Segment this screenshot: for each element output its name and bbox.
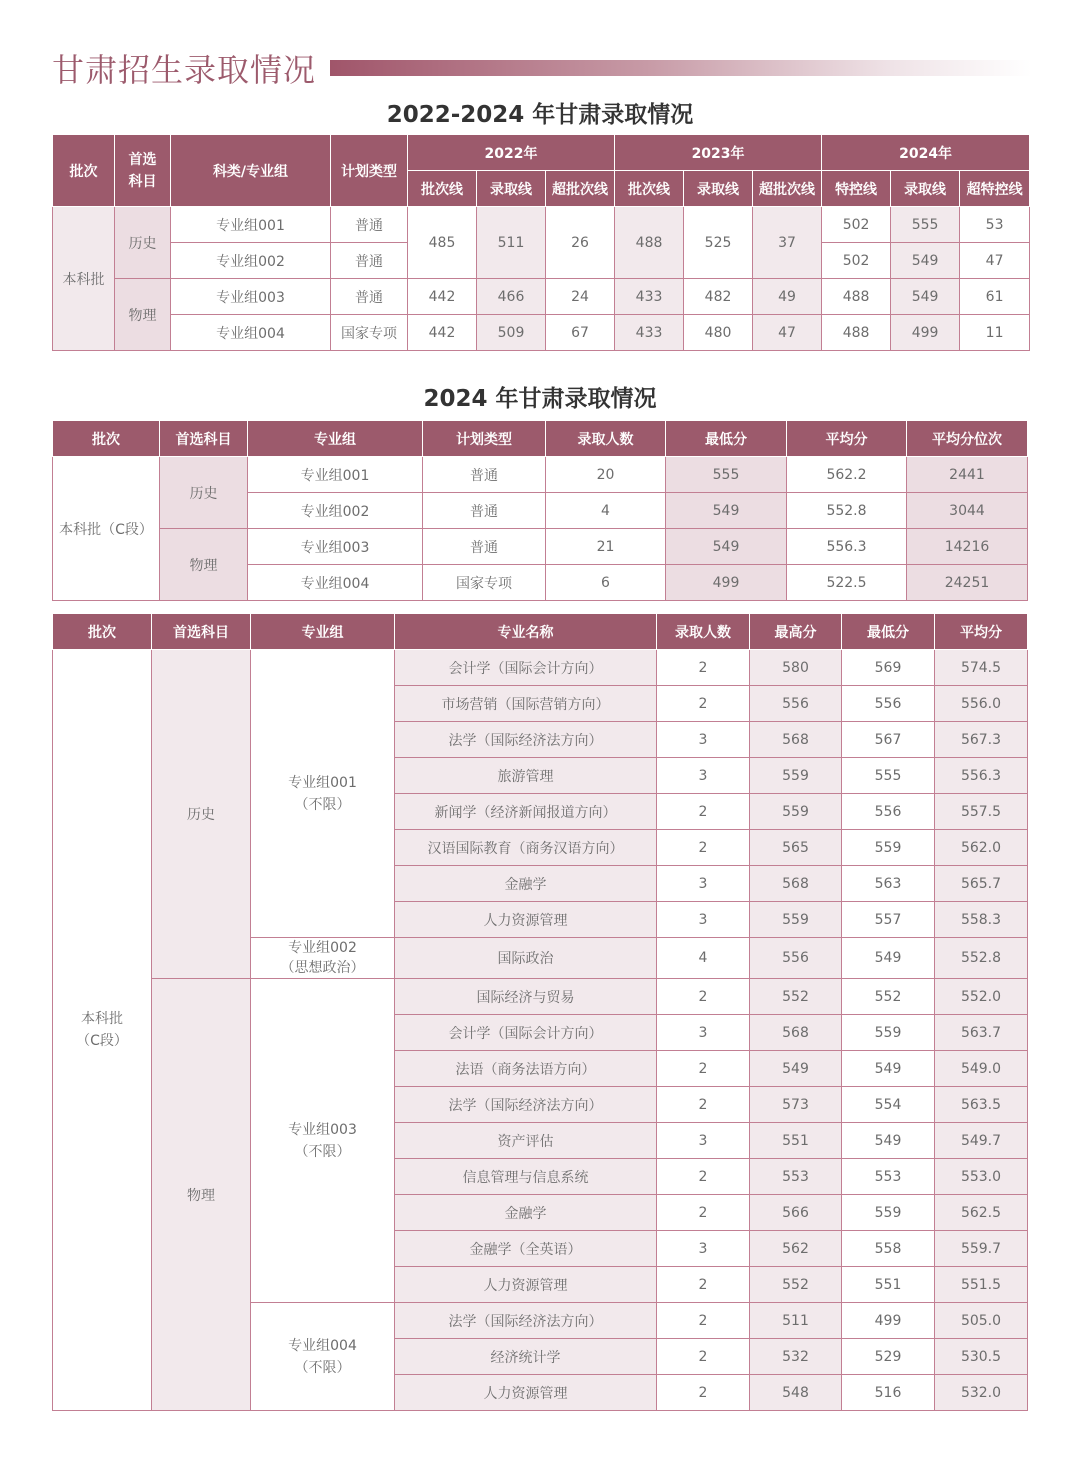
count-cell: 2 [657, 794, 750, 830]
table-row [53, 457, 1028, 493]
table1-title: 2022-2024 年甘肃录取情况 [386, 102, 694, 128]
avg-score-cell: 549.0 [935, 1051, 1028, 1087]
value-cell: 549 [891, 279, 960, 315]
major-name-cell: 法语（商务法语方向） [395, 1051, 657, 1087]
max-score-cell: 566 [750, 1195, 842, 1231]
group-cell: 专业组003 （不限） [251, 979, 395, 1303]
avg-score-cell: 532.0 [935, 1375, 1028, 1411]
plan-cell: 国家专项 [331, 315, 408, 351]
header-min: 最低分 [666, 421, 787, 457]
avg-score-cell: 563.5 [935, 1087, 1028, 1123]
header-plan: 计划类型 [331, 135, 408, 207]
header-group: 科类/专业组 [171, 135, 331, 207]
min-score-cell: 569 [842, 650, 935, 686]
min-score-cell: 563 [842, 866, 935, 902]
table-row [53, 650, 1028, 686]
group-cell: 专业组002 （思想政治） [251, 938, 395, 979]
value-cell: 442 [408, 315, 477, 351]
max-score-cell: 580 [750, 650, 842, 686]
max-score-cell: 552 [750, 1267, 842, 1303]
avg-score-cell: 552.8 [935, 938, 1028, 979]
value-cell: 6 [546, 565, 666, 601]
major-name-cell: 金融学 [395, 1195, 657, 1231]
header-rank: 平均分位次 [907, 421, 1028, 457]
value-cell: 53 [960, 207, 1030, 243]
header-2023-admit-line: 录取线 [684, 171, 753, 207]
value-cell: 562.2 [787, 457, 907, 493]
count-cell: 2 [657, 1159, 750, 1195]
page-header [52, 46, 1032, 90]
value-cell: 482 [684, 279, 753, 315]
group-cell: 专业组004 （不限） [251, 1303, 395, 1411]
value-cell: 61 [960, 279, 1030, 315]
major-name-cell: 新闻学（经济新闻报道方向） [395, 794, 657, 830]
min-score-cell: 549 [842, 1051, 935, 1087]
avg-score-cell: 557.5 [935, 794, 1028, 830]
group-cell: 专业组002 [171, 243, 331, 279]
avg-score-cell: 574.5 [935, 650, 1028, 686]
header-2023: 2023年 [615, 135, 822, 171]
min-score-cell: 556 [842, 794, 935, 830]
count-cell: 2 [657, 1267, 750, 1303]
min-score-cell: 553 [842, 1159, 935, 1195]
avg-score-cell: 553.0 [935, 1159, 1028, 1195]
header-2022-batch-line: 批次线 [408, 171, 477, 207]
header-2022: 2022年 [408, 135, 615, 171]
table-row [53, 207, 1030, 243]
value-cell: 37 [753, 207, 822, 279]
value-cell: 556.3 [787, 529, 907, 565]
plan-cell: 普通 [423, 457, 546, 493]
max-score-cell: 565 [750, 830, 842, 866]
max-score-cell: 568 [750, 1015, 842, 1051]
value-cell: 21 [546, 529, 666, 565]
min-score-cell: 559 [842, 830, 935, 866]
header-major: 专业名称 [395, 614, 657, 650]
header-plan: 计划类型 [423, 421, 546, 457]
group-cell: 专业组004 [171, 315, 331, 351]
count-cell: 3 [657, 1123, 750, 1159]
batch-cell: 本科批 （C段） [53, 650, 152, 1411]
value-cell: 488 [822, 315, 891, 351]
table-row [53, 979, 1028, 1015]
major-name-cell: 资产评估 [395, 1123, 657, 1159]
avg-score-cell: 530.5 [935, 1339, 1028, 1375]
value-cell: 442 [408, 279, 477, 315]
group-cell: 专业组001 （不限） [251, 650, 395, 938]
header-2023-over-line: 超批次线 [753, 171, 822, 207]
major-name-cell: 人力资源管理 [395, 902, 657, 938]
value-cell: 502 [822, 243, 891, 279]
table2-title: 2024 年甘肃录取情况 [423, 386, 657, 412]
value-cell: 522.5 [787, 565, 907, 601]
avg-score-cell: 565.7 [935, 866, 1028, 902]
value-cell: 20 [546, 457, 666, 493]
count-cell: 3 [657, 722, 750, 758]
max-score-cell: 573 [750, 1087, 842, 1123]
avg-score-cell: 556.0 [935, 686, 1028, 722]
max-score-cell: 559 [750, 902, 842, 938]
value-cell: 466 [477, 279, 546, 315]
value-cell: 549 [891, 243, 960, 279]
max-score-cell: 552 [750, 979, 842, 1015]
group-cell: 专业组003 [171, 279, 331, 315]
avg-score-cell: 551.5 [935, 1267, 1028, 1303]
avg-score-cell: 562.0 [935, 830, 1028, 866]
admission-2024-table [52, 420, 1028, 601]
max-score-cell: 548 [750, 1375, 842, 1411]
subject-cell: 历史 [152, 650, 251, 979]
value-cell: 433 [615, 315, 684, 351]
avg-score-cell: 563.7 [935, 1015, 1028, 1051]
count-cell: 2 [657, 1087, 750, 1123]
value-cell: 549 [666, 493, 787, 529]
value-cell: 555 [666, 457, 787, 493]
plan-cell: 普通 [423, 529, 546, 565]
major-name-cell: 国际经济与贸易 [395, 979, 657, 1015]
max-score-cell: 568 [750, 866, 842, 902]
group-cell: 专业组001 [248, 457, 423, 493]
max-score-cell: 532 [750, 1339, 842, 1375]
subject-cell: 物理 [152, 979, 251, 1411]
subject-cell: 历史 [160, 457, 248, 529]
value-cell: 511 [477, 207, 546, 279]
max-score-cell: 556 [750, 938, 842, 979]
header-group: 专业组 [251, 614, 395, 650]
value-cell: 24 [546, 279, 615, 315]
header-2022-over-line: 超批次线 [546, 171, 615, 207]
min-score-cell: 549 [842, 1123, 935, 1159]
batch-cell: 本科批（C段） [53, 457, 160, 601]
min-score-cell: 558 [842, 1231, 935, 1267]
value-cell: 11 [960, 315, 1030, 351]
min-score-cell: 549 [842, 938, 935, 979]
avg-score-cell: 505.0 [935, 1303, 1028, 1339]
subject-cell: 历史 [115, 207, 171, 279]
header-2024-admit-line: 录取线 [891, 171, 960, 207]
header-subject: 首选科目 [115, 135, 171, 207]
group-cell: 专业组004 [248, 565, 423, 601]
max-score-cell: 559 [750, 758, 842, 794]
title-decoration-bar [330, 60, 1032, 76]
min-score-cell: 555 [842, 758, 935, 794]
min-score-cell: 557 [842, 902, 935, 938]
count-cell: 2 [657, 1375, 750, 1411]
header-2024-over-line: 超特控线 [960, 171, 1030, 207]
header-2023-batch-line: 批次线 [615, 171, 684, 207]
header-avg: 平均分 [787, 421, 907, 457]
group-cell: 专业组003 [248, 529, 423, 565]
subject-cell: 物理 [115, 279, 171, 351]
value-cell: 549 [666, 529, 787, 565]
major-name-cell: 市场营销（国际营销方向） [395, 686, 657, 722]
major-name-cell: 旅游管理 [395, 758, 657, 794]
count-cell: 2 [657, 1195, 750, 1231]
min-score-cell: 559 [842, 1195, 935, 1231]
count-cell: 3 [657, 866, 750, 902]
major-name-cell: 经济统计学 [395, 1339, 657, 1375]
header-subject: 首选科目 [160, 421, 248, 457]
min-score-cell: 516 [842, 1375, 935, 1411]
header-min: 最低分 [842, 614, 935, 650]
header-2022-admit-line: 录取线 [477, 171, 546, 207]
count-cell: 3 [657, 902, 750, 938]
header-batch: 批次 [53, 614, 152, 650]
value-cell: 480 [684, 315, 753, 351]
major-name-cell: 金融学（全英语） [395, 1231, 657, 1267]
min-score-cell: 551 [842, 1267, 935, 1303]
value-cell: 2441 [907, 457, 1028, 493]
header-batch: 批次 [53, 421, 160, 457]
value-cell: 525 [684, 207, 753, 279]
count-cell: 3 [657, 1231, 750, 1267]
max-score-cell: 551 [750, 1123, 842, 1159]
value-cell: 485 [408, 207, 477, 279]
admission-2022-2024-table [52, 134, 1030, 351]
value-cell: 509 [477, 315, 546, 351]
major-name-cell: 法学（国际经济法方向） [395, 1087, 657, 1123]
value-cell: 433 [615, 279, 684, 315]
value-cell: 502 [822, 207, 891, 243]
max-score-cell: 559 [750, 794, 842, 830]
plan-cell: 普通 [423, 493, 546, 529]
table-row [53, 279, 1030, 315]
value-cell: 14216 [907, 529, 1028, 565]
count-cell: 2 [657, 830, 750, 866]
value-cell: 49 [753, 279, 822, 315]
min-score-cell: 567 [842, 722, 935, 758]
min-score-cell: 559 [842, 1015, 935, 1051]
max-score-cell: 568 [750, 722, 842, 758]
count-cell: 4 [657, 938, 750, 979]
subject-cell: 物理 [160, 529, 248, 601]
count-cell: 2 [657, 1339, 750, 1375]
min-score-cell: 499 [842, 1303, 935, 1339]
avg-score-cell: 558.3 [935, 902, 1028, 938]
major-name-cell: 金融学 [395, 866, 657, 902]
count-cell: 2 [657, 979, 750, 1015]
header-count: 录取人数 [657, 614, 750, 650]
avg-score-cell: 559.7 [935, 1231, 1028, 1267]
major-admission-table [52, 613, 1028, 1411]
header-2024: 2024年 [822, 135, 1030, 171]
plan-cell: 普通 [331, 243, 408, 279]
avg-score-cell: 552.0 [935, 979, 1028, 1015]
plan-cell: 普通 [331, 279, 408, 315]
value-cell: 47 [960, 243, 1030, 279]
value-cell: 26 [546, 207, 615, 279]
major-name-cell: 法学（国际经济法方向） [395, 722, 657, 758]
value-cell: 488 [822, 279, 891, 315]
value-cell: 499 [891, 315, 960, 351]
header-max: 最高分 [750, 614, 842, 650]
count-cell: 2 [657, 686, 750, 722]
major-name-cell: 人力资源管理 [395, 1375, 657, 1411]
major-name-cell: 人力资源管理 [395, 1267, 657, 1303]
count-cell: 3 [657, 758, 750, 794]
major-name-cell: 法学（国际经济法方向） [395, 1303, 657, 1339]
plan-cell: 普通 [331, 207, 408, 243]
avg-score-cell: 549.7 [935, 1123, 1028, 1159]
min-score-cell: 529 [842, 1339, 935, 1375]
max-score-cell: 556 [750, 686, 842, 722]
header-count: 录取人数 [546, 421, 666, 457]
value-cell: 47 [753, 315, 822, 351]
major-name-cell: 会计学（国际会计方向） [395, 1015, 657, 1051]
header-group: 专业组 [248, 421, 423, 457]
count-cell: 3 [657, 1015, 750, 1051]
table-row [53, 529, 1028, 565]
value-cell: 499 [666, 565, 787, 601]
count-cell: 2 [657, 1303, 750, 1339]
value-cell: 3044 [907, 493, 1028, 529]
group-cell: 专业组001 [171, 207, 331, 243]
table-row [53, 315, 1030, 351]
value-cell: 67 [546, 315, 615, 351]
value-cell: 555 [891, 207, 960, 243]
value-cell: 552.8 [787, 493, 907, 529]
plan-cell: 国家专项 [423, 565, 546, 601]
min-score-cell: 556 [842, 686, 935, 722]
value-cell: 24251 [907, 565, 1028, 601]
major-name-cell: 会计学（国际会计方向） [395, 650, 657, 686]
value-cell: 488 [615, 207, 684, 279]
avg-score-cell: 556.3 [935, 758, 1028, 794]
group-cell: 专业组002 [248, 493, 423, 529]
max-score-cell: 553 [750, 1159, 842, 1195]
count-cell: 2 [657, 650, 750, 686]
major-name-cell: 信息管理与信息系统 [395, 1159, 657, 1195]
min-score-cell: 552 [842, 979, 935, 1015]
header-batch: 批次 [53, 135, 115, 207]
header-subject: 首选科目 [152, 614, 251, 650]
count-cell: 2 [657, 1051, 750, 1087]
max-score-cell: 562 [750, 1231, 842, 1267]
min-score-cell: 554 [842, 1087, 935, 1123]
major-name-cell: 汉语国际教育（商务汉语方向） [395, 830, 657, 866]
value-cell: 4 [546, 493, 666, 529]
batch-cell: 本科批 [53, 207, 115, 351]
max-score-cell: 511 [750, 1303, 842, 1339]
page-title: 甘肃招生录取情况 [52, 51, 317, 89]
max-score-cell: 549 [750, 1051, 842, 1087]
header-2024-special-line: 特控线 [822, 171, 891, 207]
avg-score-cell: 567.3 [935, 722, 1028, 758]
header-avg: 平均分 [935, 614, 1028, 650]
major-name-cell: 国际政治 [395, 938, 657, 979]
avg-score-cell: 562.5 [935, 1195, 1028, 1231]
